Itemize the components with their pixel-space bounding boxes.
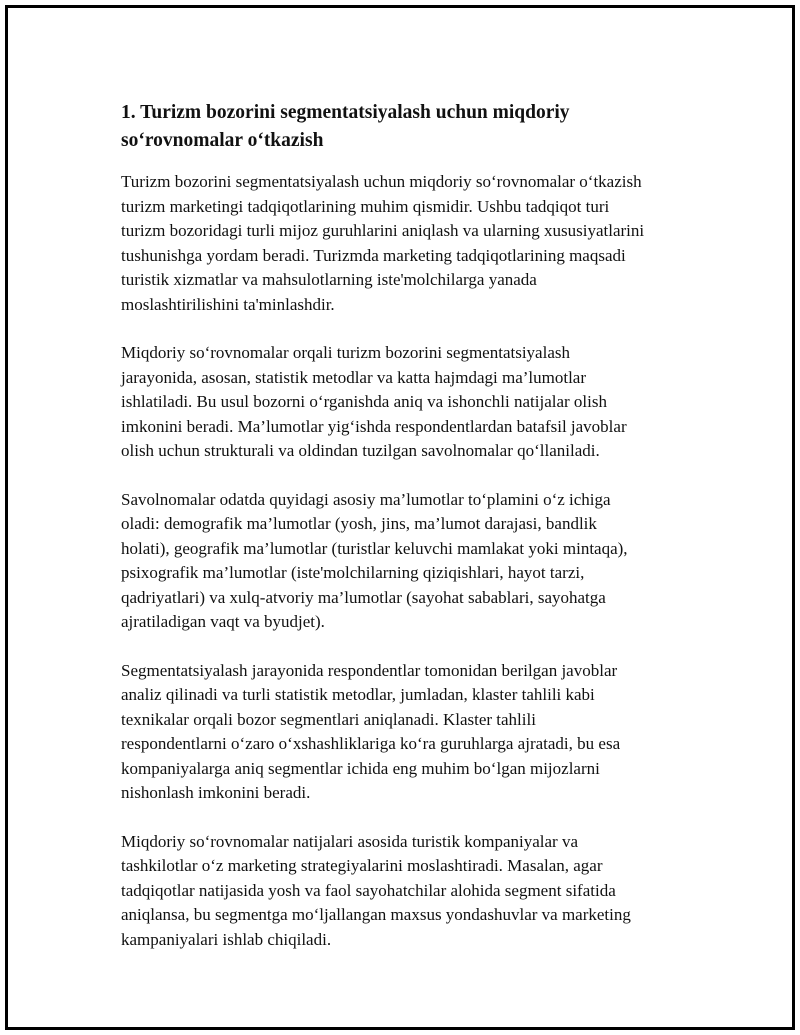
text-line: respondentlarni o‘zaro o‘xshashliklariga ko‘ra guruhlarga ajratadi, bu esa [121, 734, 621, 753]
paragraph-methods [121, 341, 701, 464]
text-line: tadqiqotlar natijasida yosh va faol sayohatchilar alohida segment sifatida [121, 880, 616, 900]
text-line: tashkilotlar o‘z marketing strategiyalarini moslashtiradi. Masalan, agar [121, 856, 603, 875]
section-heading [121, 99, 701, 155]
text-line: turizm marketingi tadqiqotlarining muhim qismidir. Ushbu tadqiqot turi [121, 196, 610, 216]
text-line: holati), geografik ma’lumotlar (turistlar keluvchi mamlakat yoki mintaqa), [121, 538, 628, 558]
text-line: olish uchun strukturali va oldindan tuzilgan savolnomalar qo‘llaniladi. [121, 441, 600, 460]
text-line: moslashtirilishini ta'minlashdir. [121, 294, 335, 314]
text-line: ajratiladigan vaqt va byudjet). [121, 612, 325, 631]
heading-line: so‘rovnomalar o‘tkazish [121, 130, 324, 151]
text-line: kampaniyalari ishlab chiqiladi. [121, 929, 332, 949]
text-line: psixografik ma’lumotlar (iste'molchilarning qiziqishlari, hayot tarzi, [121, 563, 585, 582]
paragraph-cluster-analysis [121, 659, 701, 806]
heading-line: 1. Turizm bozorini segmentatsiyalash uchun miqdoriy [121, 102, 570, 123]
text-line: analiz qilinadi va turli statistik metodlar, jumladan, klaster tahlili kabi [121, 685, 595, 704]
text-line: texnikalar orqali bozor segmentlari aniqlanadi. Klaster tahlili [121, 709, 536, 729]
text-line: Miqdoriy so‘rovnomalar natijalari asosida turistik kompaniyalar va [121, 831, 578, 851]
document-body [121, 99, 701, 976]
text-line: oladi: demografik ma’lumotlar (yosh, jins, ma’lumot darajasi, bandlik [121, 514, 597, 533]
text-line: Segmentatsiyalash jarayonida respondentlar tomonidan berilgan javoblar [121, 660, 618, 680]
text-line: imkonini beradi. Ma’lumotlar yig‘ishda respondentlardan batafsil javoblar [121, 416, 627, 436]
text-line: ishlatiladi. Bu usul bozorni o‘rganishda aniq va ishonchli natijalar olish [121, 392, 607, 411]
paragraph-questionnaire-data [121, 488, 701, 635]
text-line: Miqdoriy so‘rovnomalar orqali turizm bozorini segmentatsiyalash [121, 343, 570, 362]
text-line: tushunishga yordam beradi. Turizmda marketing tadqiqotlarining maqsadi [121, 245, 626, 265]
text-line: qadriyatlari) va xulq-atvoriy ma’lumotlar (sayohat sabablari, sayohatga [121, 587, 606, 607]
document-page [5, 5, 795, 1030]
text-line: kompaniyalarga aniq segmentlar ichida eng muhim bo‘lgan mijozlarni [121, 758, 600, 778]
paragraph-results [121, 830, 701, 953]
paragraph-intro [121, 170, 701, 317]
text-line: Savolnomalar odatda quyidagi asosiy ma’lumotlar to‘plamini o‘z ichiga [121, 489, 611, 509]
text-line: turizm bozoridagi turli mijoz guruhlarini aniqlash va ularning xususiyatlarini [121, 221, 645, 240]
text-line: turistik xizmatlar va mahsulotlarning iste'molchilarga yanada [121, 270, 537, 289]
text-line: jarayonida, asosan, statistik metodlar va katta hajmdagi ma’lumotlar [121, 367, 587, 387]
text-line: nishonlash imkonini beradi. [121, 783, 311, 802]
text-line: aniqlansa, bu segmentga mo‘ljallangan maxsus yondashuvlar va marketing [121, 905, 631, 924]
text-line: Turizm bozorini segmentatsiyalash uchun miqdoriy so‘rovnomalar o‘tkazish [121, 172, 642, 191]
